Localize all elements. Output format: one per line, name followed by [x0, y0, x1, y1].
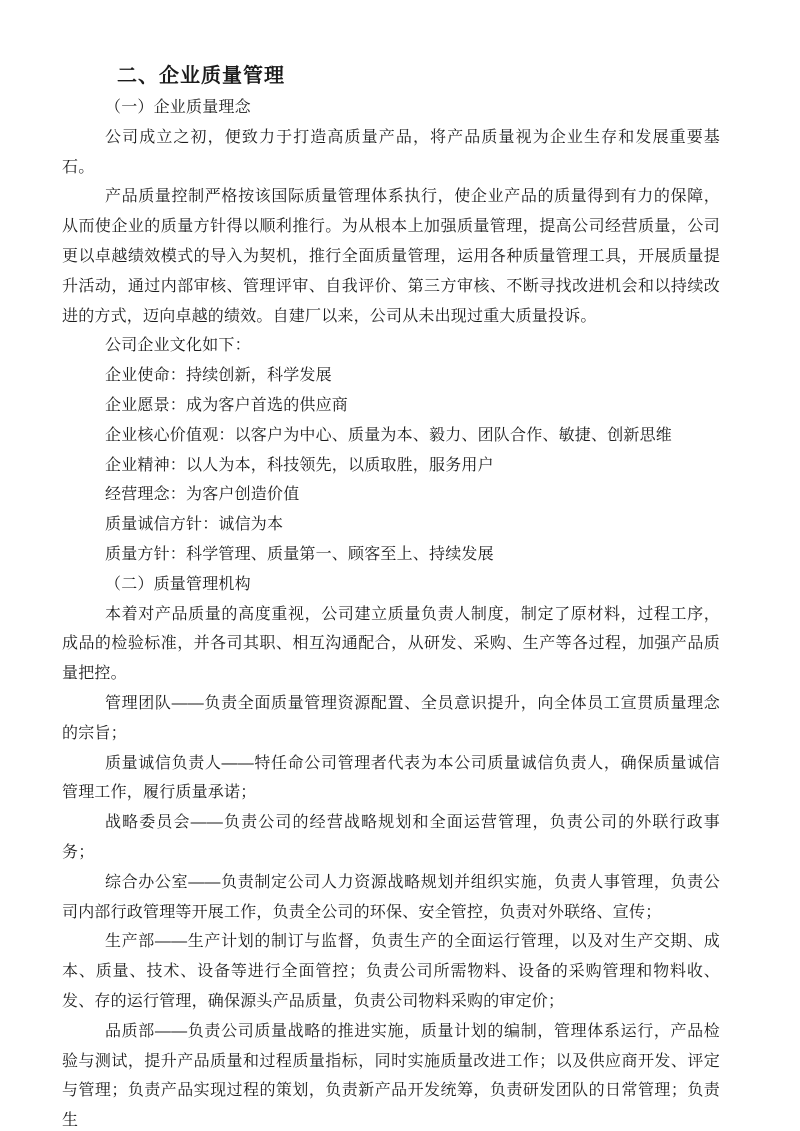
list-item-quality-integrity-policy: 质量诚信方针：诚信为本 — [105, 516, 284, 534]
list-item-business-philosophy: 经营理念：为客户创造价值 — [105, 486, 300, 504]
list-item-core-values: 企业核心价值观：以客户为中心、质量为本、毅力、团队合作、敏捷、创新思维 — [105, 426, 673, 444]
list-item-mission: 企业使命：持续创新，科学发展 — [105, 367, 332, 385]
paragraph-strategy-committee: 战略委员会——负责公司的经营战略规划和全面运营管理，负责公司的外联行政事务； — [62, 814, 720, 861]
section-heading: 二、企业质量管理 — [117, 65, 285, 87]
paragraph-quality-dept: 品质部——负责公司质量战略的推进实施，质量计划的编制，管理体系运行，产品检验与测试，提升产品质量和过程质量指标，同时实施质量改进工作；以及供应商开发、评定与管理；负责产品实现过程的策划，负责新产品开发统筹，负责研发团队的日常管理；负责生 — [62, 1022, 720, 1130]
subsection-heading-2: （二）质量管理机构 — [105, 575, 251, 593]
list-item-spirit: 企业精神：以人为本，科技领先，以质取胜，服务用户 — [105, 456, 494, 474]
paragraph: 公司成立之初，便致力于打造高质量产品，将产品质量视为企业生存和发展重要基石。 — [62, 128, 720, 176]
paragraph: 公司企业文化如下： — [105, 337, 251, 355]
paragraph: 产品质量控制严格按该国际质量管理体系执行，使企业产品的质量得到有力的保障，从而使企业的质量方针得以顺利推行。为从根本上加强质量管理，提高公司经营质量，公司更以卓越绩效模式的导入为契机，推行全面质量管理，运用各种质量管理工具，开展质量提升活动，通过内部审核、管理评审、自我评价、第三方审核、不断寻找改进机会和以持续改进的方式，迈向卓越的绩效。自建厂以来，公司从未出现过重大质量投诉。 — [62, 188, 720, 325]
paragraph-management-team: 管理团队——负责全面质量管理资源配置、全员意识提升，向全体员工宣贯质量理念的宗旨； — [62, 694, 720, 742]
paragraph-general-office: 综合办公室——负责制定公司人力资源战略规划并组织实施，负责人事管理，负责公司内部行政管理等开展工作，负责全公司的环保、安全管控，负责对外联络、宣传； — [62, 873, 720, 921]
paragraph-quality-integrity-lead: 质量诚信负责人——特任命公司管理者代表为本公司质量诚信负责人，确保质量诚信管理工作，履行质量承诺； — [62, 754, 720, 802]
list-item-vision: 企业愿景：成为客户首选的供应商 — [105, 396, 349, 414]
list-item-quality-policy: 质量方针：科学管理、质量第一、顾客至上、持续发展 — [105, 545, 494, 563]
subsection-heading-1: （一）企业质量理念 — [105, 99, 251, 116]
paragraph-production-dept: 生产部——生产计划的制订与监督，负责生产的全面运行管理，以及对生产交期、成本、质量、技术、设备等进行全面管控；负责公司所需物料、设备的采购管理和物料收、发、存的运行管理，确保源头产品质量，负责公司物料采购的审定价； — [62, 933, 720, 1010]
paragraph: 本着对产品质量的高度重视，公司建立质量负责人制度，制定了原材料，过程工序，成品的检验标准，并各司其职、相互沟通配合，从研发、采购、生产等各过程，加强产品质量把控。 — [62, 605, 720, 683]
